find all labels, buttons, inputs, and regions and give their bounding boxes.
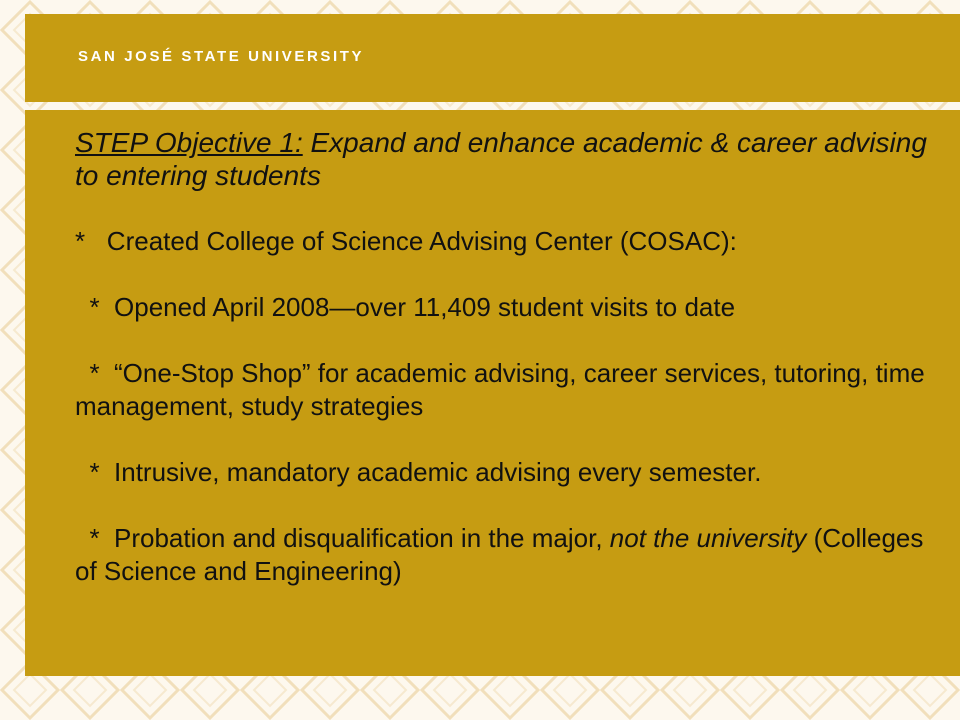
bullet-item (75, 225, 935, 258)
university-wordmark: SAN JOSÉ STATE UNIVERSITY (78, 48, 365, 65)
bullet-item (75, 456, 935, 489)
bullet-item (75, 291, 935, 324)
slide-body (75, 126, 935, 621)
bullet-item (75, 522, 935, 588)
slide-title (75, 126, 935, 192)
slide-title-text: Expand and enhance academic & career advising to entering students (75, 127, 927, 191)
bullet-text: Intrusive, mandatory academic advising every semester. (114, 457, 762, 487)
bullet-marker: * (75, 523, 115, 553)
bullet-emphasis: not the university (609, 523, 807, 553)
bullet-text: Created College of Science Advising Center (COSAC): (106, 226, 737, 256)
bullet-text: Probation and disqualification in the major, (114, 523, 610, 553)
bullet-text-end: (Colleges of Science and Engineering) (75, 523, 924, 586)
bullet-marker: * (75, 292, 115, 322)
bullet-text: “One-Stop Shop” for academic advising, career services, tutoring, time management, study strategies (75, 358, 925, 421)
bullet-marker: * (75, 457, 115, 487)
bullet-marker: * (75, 226, 107, 256)
bullet-marker: * (75, 358, 115, 388)
bullet-item (75, 357, 935, 423)
bullet-text: Opened April 2008—over 11,409 student visits to date (114, 292, 736, 322)
slide-title-label: STEP Objective 1: (75, 127, 303, 158)
